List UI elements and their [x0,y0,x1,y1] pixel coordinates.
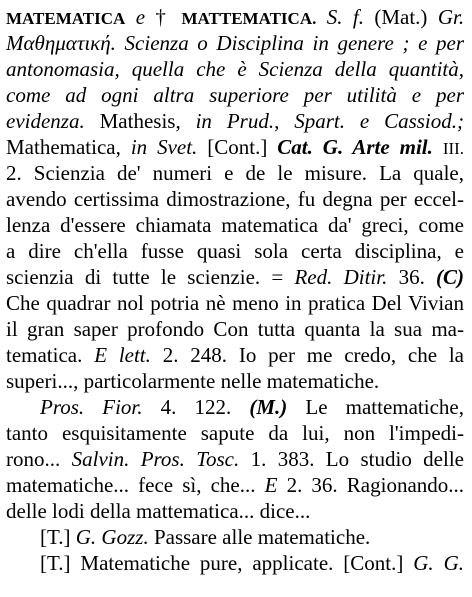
quote-text: 2. 36. Ragionando... [286,473,465,497]
bracket-tag: [T.] [40,551,71,575]
quote-text: lenza d'essere chiamata matematica da' greci, come [6,213,464,237]
conjunction: e [135,5,146,29]
quote-text: Passare alle matematiche. [153,525,371,549]
citation-author: E lett. [94,343,151,367]
definition-text: come ad ogni altra superiore per utilità e per [6,83,464,107]
citation-author: Cat. G. Arte mil. [277,135,433,159]
definition-line [6,82,464,108]
quote-text: tematica. [6,343,83,367]
bracket-tag: [Cont.] [207,135,268,159]
citation-number: 36. [398,265,425,289]
headword-variant: MATTEMATICA. [181,9,317,28]
citation-author: G. G. [413,551,464,575]
definition-line [6,212,464,238]
roman-numeral: III. [442,139,465,158]
source-reference: in Prud., Spart. e Cassiod.; [195,109,464,133]
quote-text: matematiche... fece sì, che... [6,473,256,497]
source-reference: in Svet. [130,135,198,159]
definition-line [6,108,464,134]
quote-text: tanto esquisitamente sapute da lui, non l'impedi- [6,421,464,445]
definition-line [6,316,464,342]
citation-line [6,446,464,472]
definition-text: antonomasia, quella che è Scienza della quantità, [6,57,464,81]
quote-text: superi..., particolarmente nelle matematiche. [6,369,380,393]
greek-word: Μαθηματική. [6,31,116,55]
definition-line [6,368,464,394]
bracket-tag: [T.] [40,525,71,549]
source-tag: (M.) [249,395,288,419]
latin-equivalent: Mathesis, [99,109,181,133]
quote-text: 2. Scienzia de' numeri e de le misure. La quale, [6,161,464,185]
quote-text: Che quadrar nol potria nè meno in pratica Del Vivian [6,291,464,315]
definition-text: evidenza. [6,109,85,133]
definition-line [6,30,464,56]
definition-line [6,134,464,160]
definition-line [6,238,464,264]
citation-author: Pros. Fior. [40,395,143,419]
quote-text: 1. 383. Lo studio delle [250,447,464,471]
quote-text: a dire ch'ella fusse quasi sola certa disciplina, e [6,239,464,263]
citation-number: 4. 122. [160,395,232,419]
gender-label: S. f. [326,5,364,29]
quote-text: 2. 248. Io per me credo, che la [162,343,465,367]
citation-line [6,472,464,498]
definition-line [6,342,464,368]
citation-line [40,394,464,420]
quote-text: rono... [6,447,61,471]
quote-text: Matematiche pure, applicate. [80,551,334,575]
definition-line [6,56,464,82]
citation-author: G. Gozz. [75,525,149,549]
quote-text: Le mattematiche, [305,395,464,419]
bracket-tag: [Cont.] [343,551,404,575]
citation-line [6,498,464,524]
definition-line [6,264,464,290]
citation-line [40,524,464,550]
quote-text: avendo certissima dimostrazione, fu degna per eccel- [6,187,464,211]
latin-equivalent: Mathematica, [6,135,121,159]
definition-line [6,160,464,186]
citation-line [6,420,464,446]
field-label: (Mat.) [374,5,428,29]
source-tag: (C) [436,265,465,289]
citation-author: Salvin. Pros. Tosc. [71,447,240,471]
greek-label: Gr. [437,5,465,29]
quote-text: delle lodi della mattematica... dice... [6,499,311,523]
quote-text: il gran saper profondo Con tutta quanta la sua ma- [6,317,464,341]
citation-line [40,550,464,576]
definition-line [6,290,464,316]
definition-text: Scienza o Disciplina in genere ; e per [124,31,464,55]
headword-line [6,4,464,30]
dagger-mark: † [155,5,172,29]
definition-line [6,186,464,212]
citation-author: E [264,473,278,497]
headword-primary: MATEMATICA [6,9,126,28]
quote-text: scienzia di tutte le scienzie. = [6,265,284,289]
citation-author: Red. Ditir. [294,265,388,289]
